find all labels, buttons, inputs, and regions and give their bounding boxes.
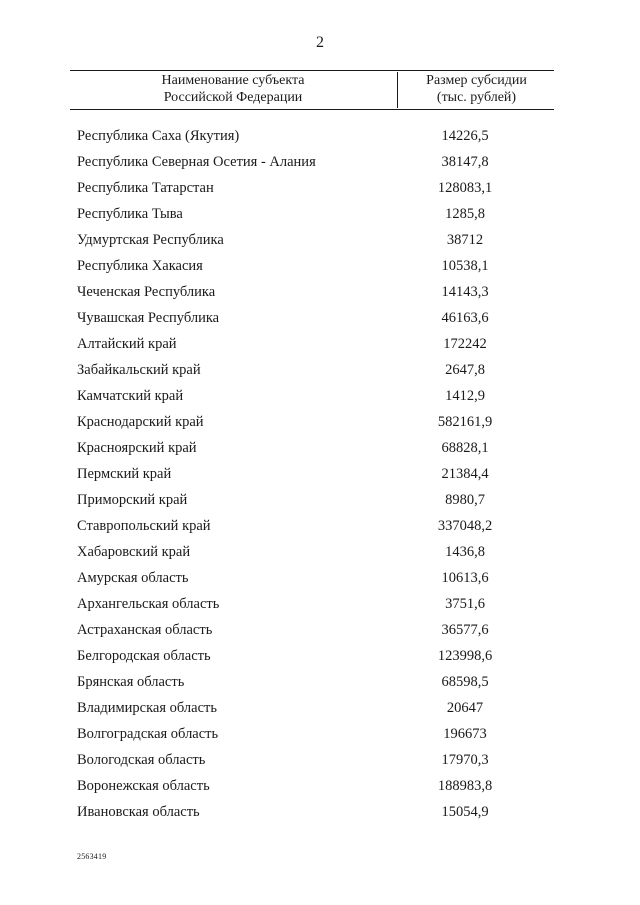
subsidy-value: 582161,9 <box>437 414 493 430</box>
subsidy-value: 196673 <box>443 726 487 742</box>
table-row <box>0 282 640 308</box>
subsidy-value: 17970,3 <box>441 752 489 768</box>
table-row <box>0 724 640 750</box>
subject-name: Хабаровский край <box>77 544 191 560</box>
subject-name: Владимирская область <box>77 700 217 716</box>
subsidy-value: 188983,8 <box>437 778 493 794</box>
subsidy-value: 1285,8 <box>445 206 485 222</box>
subject-name: Вологодская область <box>77 752 206 768</box>
table-row <box>0 620 640 646</box>
subsidy-value: 14226,5 <box>441 128 489 144</box>
subject-name: Удмуртская Республика <box>77 232 224 248</box>
table-header <box>70 70 554 110</box>
header-subsidy-amount <box>397 72 555 108</box>
subsidy-value: 10538,1 <box>441 258 489 274</box>
subsidy-value: 123998,6 <box>437 648 493 664</box>
subject-name: Чеченская Республика <box>77 284 216 300</box>
subsidy-value: 10613,6 <box>441 570 489 586</box>
subsidy-value: 14143,3 <box>441 284 489 300</box>
subsidy-value: 68598,5 <box>441 674 489 690</box>
subsidy-value: 68828,1 <box>441 440 489 456</box>
subsidy-value: 128083,1 <box>437 180 493 196</box>
subject-name: Амурская область <box>77 570 189 586</box>
subject-name: Приморский край <box>77 492 188 508</box>
header-subject-name <box>70 72 396 106</box>
table-row <box>0 646 640 672</box>
subject-name: Брянская область <box>77 674 185 690</box>
subject-name: Алтайский край <box>77 336 177 352</box>
table-row <box>0 178 640 204</box>
subject-name: Астраханская область <box>77 622 213 638</box>
table-row <box>0 386 640 412</box>
subsidy-value: 3751,6 <box>445 596 485 612</box>
table-row <box>0 568 640 594</box>
table-row <box>0 204 640 230</box>
document-code: 2563419 <box>77 852 107 861</box>
subject-name: Ставропольский край <box>77 518 211 534</box>
table-row <box>0 776 640 802</box>
header-subsidy-line1: Размер субсидии <box>426 73 527 88</box>
page-number: 2 <box>316 34 324 51</box>
subsidy-value: 38712 <box>446 232 484 248</box>
subsidy-value: 1412,9 <box>445 388 485 404</box>
table-row <box>0 698 640 724</box>
subject-name: Красноярский край <box>77 440 197 456</box>
table-row <box>0 490 640 516</box>
subject-name: Ивановская область <box>77 804 200 820</box>
subsidy-value: 172242 <box>443 336 487 352</box>
table-row <box>0 438 640 464</box>
table-row <box>0 672 640 698</box>
subject-name: Чувашская Республика <box>77 310 220 326</box>
subject-name: Республика Татарстан <box>77 180 214 196</box>
table-row <box>0 152 640 178</box>
subsidy-value: 46163,6 <box>441 310 489 326</box>
table-row <box>0 464 640 490</box>
header-subject-line2: Российской Федерации <box>163 90 303 105</box>
subject-name: Республика Саха (Якутия) <box>77 128 240 144</box>
subject-name: Пермский край <box>77 466 172 482</box>
subject-name: Архангельская область <box>77 596 220 612</box>
table-row <box>0 412 640 438</box>
subject-name: Республика Хакасия <box>77 258 203 274</box>
subject-name: Белгородская область <box>77 648 211 664</box>
subsidy-value: 2647,8 <box>445 362 485 378</box>
table-row <box>0 594 640 620</box>
table-row <box>0 334 640 360</box>
subsidy-table-body <box>0 126 640 828</box>
header-subject-line1: Наименование субъекта <box>161 73 305 88</box>
subsidy-value: 21384,4 <box>441 466 489 482</box>
subject-name: Забайкальский край <box>77 362 201 378</box>
subsidy-value: 8980,7 <box>445 492 485 508</box>
subject-name: Волгоградская область <box>77 726 219 742</box>
table-row <box>0 516 640 542</box>
subject-name: Камчатский край <box>77 388 184 404</box>
table-row <box>0 360 640 386</box>
subsidy-value: 337048,2 <box>437 518 493 534</box>
table-row <box>0 256 640 282</box>
table-row <box>0 750 640 776</box>
subsidy-value: 38147,8 <box>441 154 489 170</box>
table-row <box>0 308 640 334</box>
table-row <box>0 542 640 568</box>
subsidy-value: 20647 <box>446 700 484 716</box>
table-row <box>0 230 640 256</box>
subject-name: Воронежская область <box>77 778 210 794</box>
header-subsidy-line2: (тыс. рублей) <box>436 90 517 105</box>
subsidy-value: 15054,9 <box>441 804 489 820</box>
subject-name: Краснодарский край <box>77 414 204 430</box>
table-row <box>0 802 640 828</box>
subsidy-value: 36577,6 <box>441 622 489 638</box>
subject-name: Республика Тыва <box>77 206 183 222</box>
table-row <box>0 126 640 152</box>
subsidy-value: 1436,8 <box>445 544 485 560</box>
subject-name: Республика Северная Осетия - Алания <box>77 154 316 170</box>
